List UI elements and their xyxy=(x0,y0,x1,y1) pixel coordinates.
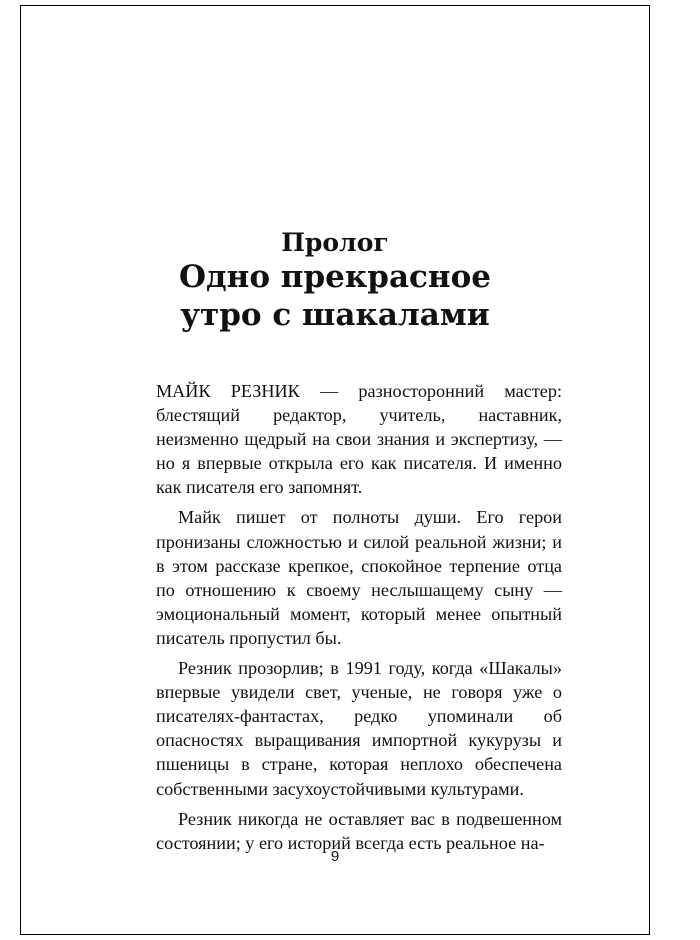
paragraph-2: Майк пишет от полноты души. Его герои пронизаны сложностью и силой реальной жизни; и в этом рассказе крепкое, спокойное терпение отца по отношению к своему неслышащему сыну — эмоциональный момент, который менее опытный писатель пропустил бы. xyxy=(156,507,562,648)
chapter-heading xyxy=(21,228,649,334)
chapter-title-line-1: Одно прекрасное xyxy=(178,259,492,295)
paragraph-1: МАЙК РЕЗНИК — разносторонний мастер: блестящий редактор, учитель, наставник, неизменно щедрый на свои знания и экспертизу, — но я впервые открыла его как писателя. И именно как писателя его запомнят. xyxy=(156,381,562,498)
book-page xyxy=(20,5,650,935)
paragraph-4: Резник никогда не оставляет вас в подвешенном состоянии; у его историй всегда есть реальное на- xyxy=(156,808,562,853)
body-text xyxy=(156,379,562,861)
page-number: 9 xyxy=(330,848,340,865)
paragraph-3: Резник прозорлив; в 1991 году, когда «Шакалы» впервые увидели свет, ученые, не говоря уже о писателях-фантастах, редко упоминали об опасностях выращивания импортной кукурузы и пшеницы в стране, которая неплохо обеспечена собственными засухоустойчивыми культурами. xyxy=(156,658,562,799)
chapter-title-line-2: утро с шакалами xyxy=(180,297,490,333)
chapter-label: Пролог xyxy=(281,228,389,257)
